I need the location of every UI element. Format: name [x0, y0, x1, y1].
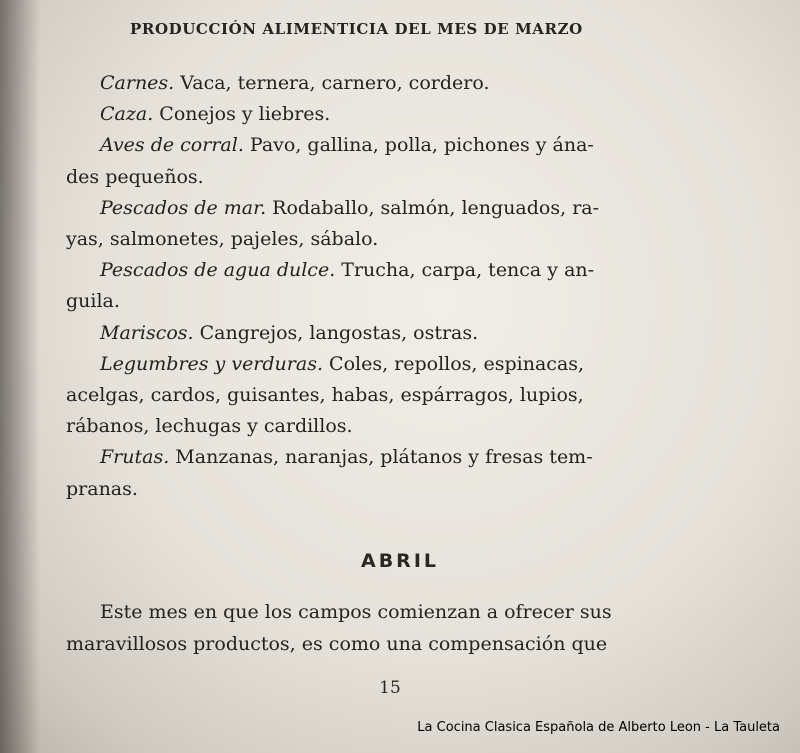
category-items: Manzanas, naranjas, plátanos y fresas tem-	[175, 446, 593, 469]
category-items: Rodaballo, salmón, lenguados, ra-	[272, 196, 600, 219]
entry-pescados-mar-continued: yas, salmonetes, pajeles, sábalo.	[66, 228, 379, 251]
entry-pescados-dulce-continued: guila.	[66, 290, 120, 313]
march-food-list	[66, 68, 706, 505]
category-label: Legumbres y verduras.	[100, 352, 330, 375]
entry-aves-continued: des pequeños.	[66, 165, 204, 188]
watermark-credit: La Cocina Clasica Española de Alberto Leon - La Tauleta	[417, 720, 780, 735]
running-title: PRODUCCIÓN ALIMENTICIA DEL MES DE MARZO	[130, 20, 583, 38]
category-label: Carnes.	[100, 72, 181, 94]
category-items: Trucha, carpa, tenca y an-	[341, 259, 595, 282]
entry-frutas	[66, 442, 706, 473]
entry-aves	[66, 130, 706, 161]
category-items: Vaca, ternera, carnero, cordero.	[180, 72, 490, 94]
entry-carnes	[66, 68, 706, 99]
category-items: Conejos y liebres.	[159, 103, 331, 126]
category-label: Pescados de agua dulce.	[100, 259, 342, 282]
entry-frutas-continued: pranas.	[66, 477, 138, 500]
page-number: 15	[379, 678, 401, 698]
category-label: Frutas.	[100, 446, 176, 469]
category-label: Aves de corral.	[100, 134, 250, 157]
category-items: Cangrejos, langostas, ostras.	[199, 321, 479, 344]
abril-paragraph	[66, 596, 710, 660]
entry-pescados-dulce	[66, 255, 706, 286]
category-items: Pavo, gallina, polla, pichones y ána-	[249, 134, 594, 157]
category-items: Coles, repollos, espinacas,	[329, 352, 585, 375]
entry-caza	[66, 99, 706, 130]
entry-legumbres	[66, 349, 706, 380]
category-label: Caza.	[100, 103, 160, 126]
paragraph-line-1: Este mes en que los campos comienzan a ofrecer sus	[100, 601, 612, 623]
paragraph-line-2: maravillosos productos, es como una compensación que	[66, 633, 608, 655]
category-label: Pescados de mar.	[100, 196, 273, 219]
section-title-abril: ABRIL	[361, 550, 439, 572]
entry-legumbres-continued-1: acelgas, cardos, guisantes, habas, espárragos, lupios,	[66, 384, 584, 407]
entry-pescados-mar	[66, 193, 706, 224]
entry-mariscos	[66, 318, 706, 349]
page-edge-shadow	[0, 0, 40, 753]
entry-legumbres-continued-2: rábanos, lechugas y cardillos.	[66, 415, 353, 438]
category-label: Mariscos.	[100, 321, 200, 344]
